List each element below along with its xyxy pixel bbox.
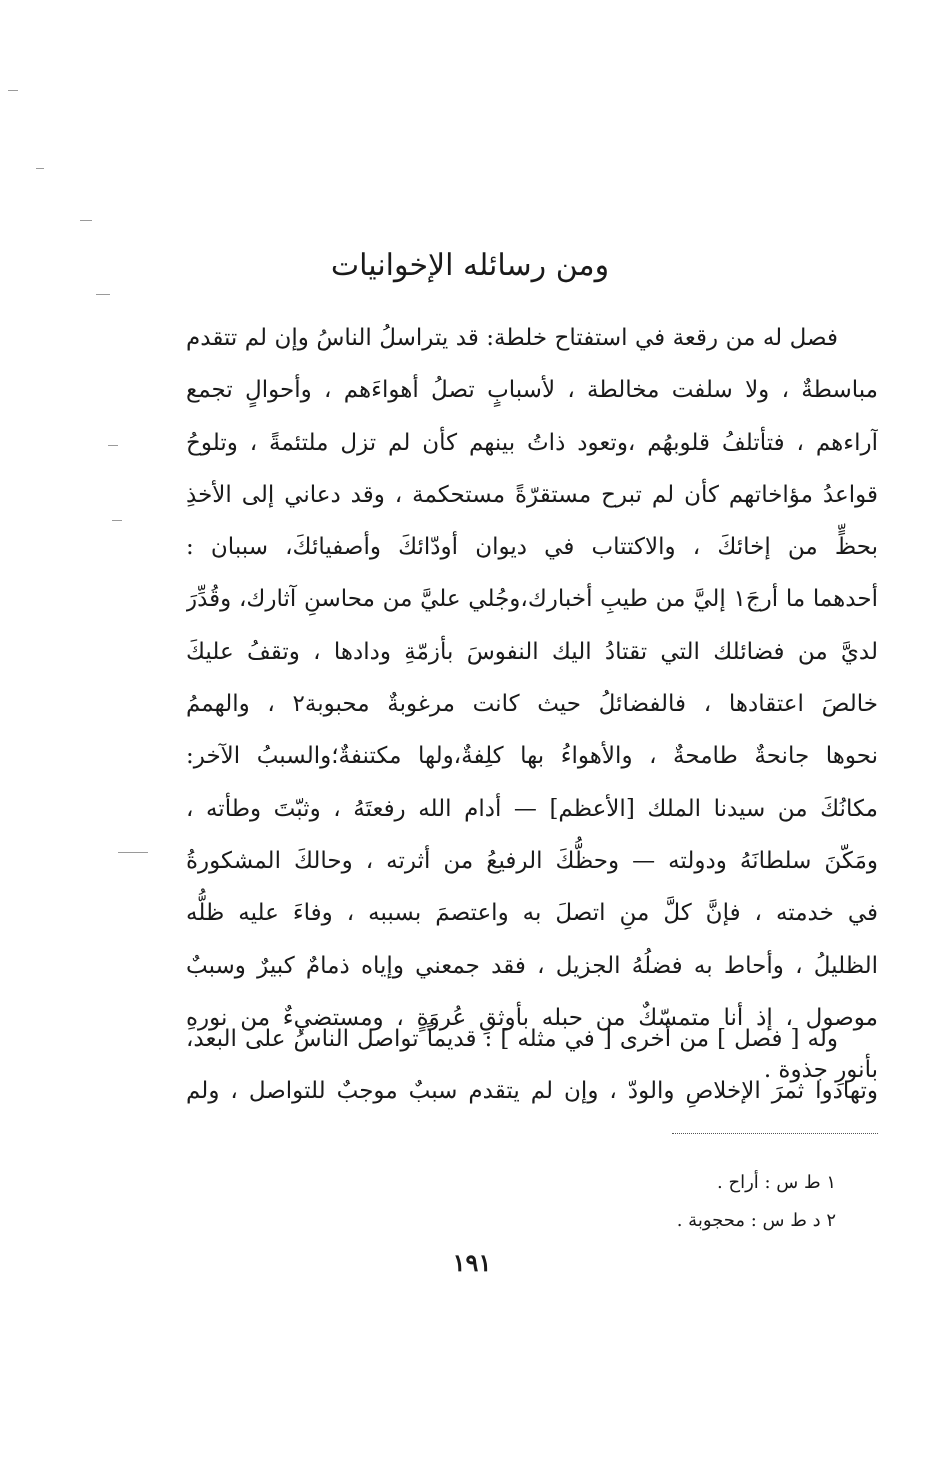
text-line: ومَكّنَ سلطانَهُ ودولته — وحظُّكَ الرفيعُ من أثرته ، وحالكَ المشكورةُ [186,847,878,874]
text-line: بأنورِ جذوة . [763,1057,878,1084]
footnote-2: ٢ د ط س : محجوبة . [676,1210,836,1231]
text-line: وله [ فصل ] من أخرى [ في مثله ] : قديماً تواصل الناسُ على البعد، [186,1026,838,1052]
text-line: الظليلُ ، وأحاط به فضلُهُ الجزيل ، فقد جمعني وإياه ذمامٌ كبيرٌ وسببٌ [186,952,878,979]
text-line: فصل له من رقعة في استفتاح خلطة: قد يتراسلُ الناسُ وإن لم تتقدم [186,325,838,351]
footnote-1: ١ ط س : أراح . [717,1172,836,1193]
paragraph-1 [186,312,878,1096]
section-title: ومن رسائله الإخوانيات [330,248,610,284]
text-line: في خدمته ، فإنَّ كلَّ منِ اتصلَ به واعتصمَ بسببه ، وفاءَ عليه ظلُّه [186,900,878,927]
text-line: لديَّ من فضائلك التي تقتادُ اليك النفوسَ بأزمّةِ ودادها ، وتقفُ عليكَ [186,638,878,665]
text-line: موصول ، إذ أنا متمسّكٌ من حبله بأوثقِ عُروَةٍ ، ومستضيءٌ من نورهِ [186,1004,878,1031]
scan-mark [96,294,110,295]
text-line: بحظٍّ من إخائكَ ، والاكتتاب في ديوان أودّائكَ وأصفيائكَ، سببان : [186,534,878,561]
paragraph-2 [186,1013,878,1118]
text-line: آراءهم ، فتأتلفُ قلوبهُم ،وتعود ذاتُ بينهم كأن لم تزل ملتئمةً ، وتلوحُ [186,429,878,456]
text-line: مكانُكَ من سيدنا الملك [الأعظم] — أدام الله رفعتَهُ ، وثبّتَ وطأته ، [186,795,878,822]
text-line: أحدهما ما أرجَ١ إليَّ من طيبِ أخبارك،وجُلي عليَّ من محاسنِ آثارك، وقُدِّرَ [186,586,878,613]
text-line: خالصَ اعتقادها ، فالفضائلُ حيث كانت مرغوبةٌ محبوبة٢ ، والهممُ [186,691,878,718]
text-line: قواعدُ مؤاخاتهم كأن لم تبرح مستقرّةً مستحكمة ، وقد دعاني إلى الأخذِ [186,481,878,508]
scan-mark [108,445,118,446]
page-number: ١٩١ [452,1248,492,1277]
footnote-divider [672,1133,878,1134]
text-line: نحوها جانحةٌ طامحةٌ ، والأهواءُ بها كلِفةٌ،ولها مكتنفةٌ؛والسببُ الآخر: [186,743,878,770]
scan-mark [80,220,92,221]
scan-mark [36,168,44,169]
scan-mark [8,90,18,91]
scan-mark [118,852,148,853]
text-line: وتهادوا ثمرَ الإخلاصِ والودّ ، وإن لم يتقدم سببٌ موجبٌ للتواصل ، ولم [186,1078,878,1105]
text-line: مباسطةٌ ، ولا سلفت مخالطة ، لأسبابٍ تصلُ أهواءَهم ، وأحوالٍ تجمع [186,377,878,404]
scan-mark [112,520,122,521]
